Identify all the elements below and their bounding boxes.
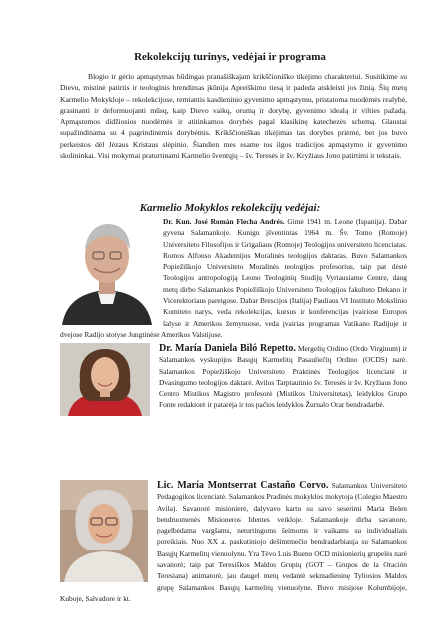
- presenter-photo: [60, 343, 150, 416]
- portrait-woman-image: [60, 343, 150, 416]
- presenter-name: Dr. Kun. José Román Flecha Andrés.: [163, 217, 285, 226]
- intro-paragraph: [60, 71, 407, 161]
- presenter-description: Mergelių Ordino (Ordo Virginum) ir Salamankos vyskupijos Basųjų Karmelitų Pasauliečių Ordino (OCDS) narė. Salamankos Popiežiškojo Universiteto Praktinės Teologijos licenciatė ir Dvasingumo teologijos daktarė. Avilos Tarptautinio šv. Teresės ir šv. Kryžiaus Jono Centro Mistikos Magistro profesorė (Mistikos Universitetas), leidyklos Grupo Fonte redaktorė ir patarėja ir tos pačios leidyklos Žurnalo Orar bendradarbė.: [159, 344, 407, 410]
- presenter-name: Dr. María Daniela Biló Repetto.: [159, 343, 296, 354]
- presenter-bio: [60, 216, 407, 340]
- portrait-woman-image: [60, 480, 148, 582]
- presenter-name: Lic. María Montserrat Castaño Corvo.: [157, 480, 329, 491]
- presenter-bio: [60, 343, 407, 418]
- presenter-photo: [60, 216, 154, 325]
- presenter-photo: [60, 480, 148, 582]
- portrait-priest-image: [60, 216, 154, 325]
- intro-text: Blogio ir gėrio apmąstymas būdingas pranašiškajam krikščioniško tikėjimo charakteriui. Susitikime su Dievu, mistinė patirtis ir teologinis brendimas įkūnija Apreiškimo tiesą ir padeda atskleisti jos žinią. Šių metų Karmelio Mokykloje – rekolekcijose, remiantis kasdieninio gyvenimo apmąstymu, pristatoma nuodėmės realybė, grasinanti ir deformuojanti mūsų, kaip Dievo vaikų, orumą ir dorybę, gyvenimo idealą ir vilties pažadą. Apmąstomos didžiosios nuodėmės ir atitinkamos dorybės pagal klasikinę katechezės schemą. Glaustai supažindinama su 4 pagrindinėmis dorybėmis. Krikščioniškas tikėjimas tas dorybes priėmė, bet jos buvo perkeistos dėl Jėzaus Kristaus slėpinio. Šiandien mes esame tos ilgos tradicijos apmąstymo ir gyvenimo skolininkai. Visi mokymai praturtinami Karmelio šventųjų – šv. Teresės ir šv. Kryžiaus Jono patirtimi ir tekstais.: [60, 72, 407, 161]
- presenter-description: Salamankos Universiteto Pedagogikos licenciatė. Salamankos Pradinės mokyklos mokytoja (Colegio Maestro Avila). Savanorė misionierė, dalyvavo kartu su savo seserimi María Belen bendruomenės Misioneros Identes veikloje. Salamankoje dirba savanore, pagelbėdama vargšams, neturtingoms šeimoms ir vaikams su individualiais poreikiais. Nuo XX a. paskutiniojo dešimtmečio bendradarbiauja su Salamankos Basųjų Karmelitų vienuolynu. Yra Tėvo Luis Bueno OCD misionierių grupelės narė savanorė; taip pat Teresiškos Maldos Grupių (GOT – Grupos de la Oración Teresiana) animatorė, jau daugel metų vedantė sekmadieninę Tyliosios Maldos grupę Salamankos Basųjų karmelitų vienuolyne. Buvo misijose Kolumbijoje, Kuboje, Salvadore ir kt.: [60, 481, 408, 603]
- presenter-bio: [60, 480, 407, 604]
- presenter-description: Gimė 1941 m. Leone (Ispanija). Dabar gyvena Salamankoje. Kunigu įšventintas 1964 m. Šv. Tomo (Romoje) Universiteto Filosofijos ir Grigaliaus (Romoje) Teologijos universiteto licenciatas. Romos Alfonso Akademijos Moralinės teologijos daktaras. Buvo Salamankos Popiežiškojo Universiteto Moralinės teologijos profesorius, taip pat dėstė Teologijos antropologiją Leono Teologinių Studijų Vyriausiame Centre, daug metų dirbo Salamankos Popiežiškojo Universiteto Teologijos fakulteto Dekano ir Vicerektoriaus pareigose. Dabar Brescijos (Italija) Pauliaus VI Instituto Mokslinio Komiteto narys, veda rekolekcijas, kursus ir konferencijas įvairiose Europos šalyse ir Amerikos žemynuose, veda įvairias programas Vatikano Radijuje ir dvejose Radijo stotyse Jungtinėse Amerikos Valstijose.: [60, 217, 407, 339]
- section-title: Karmelio Mokyklos rekolekcijų vedėjai:: [139, 202, 321, 214]
- page-title: Rekolekcijų turinys, vedėjai ir programa: [134, 51, 326, 63]
